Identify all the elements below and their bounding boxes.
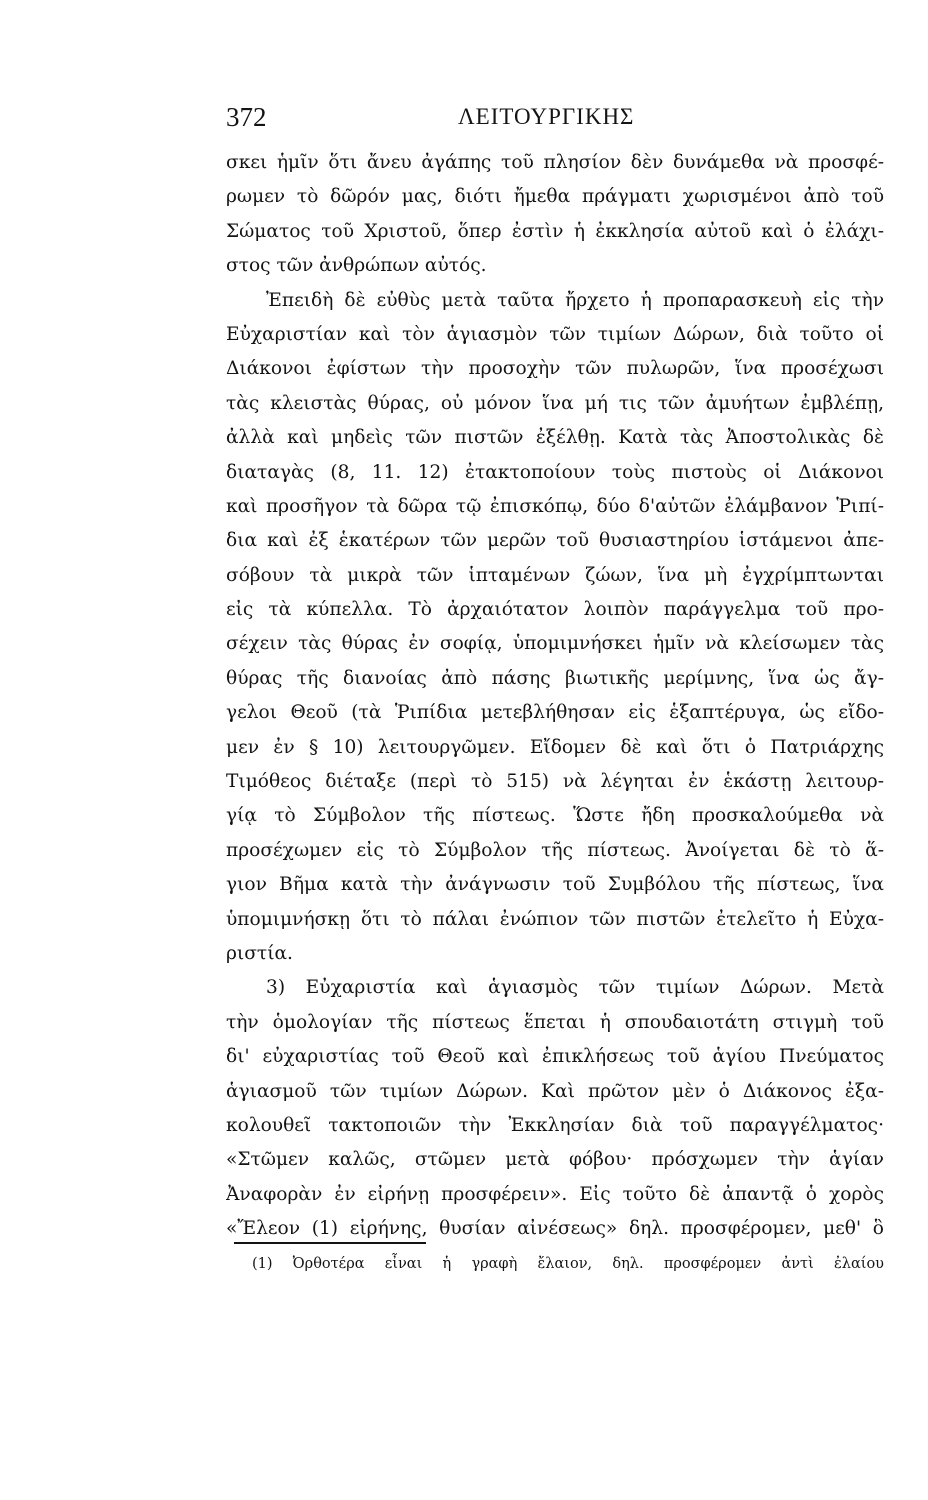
running-title: ΛΕΙΤΟΥΡΓΙΚΗΣ — [458, 104, 635, 129]
text-line: κολουθεῖ τακτοποιῶν τὴν Ἐκκλησίαν διὰ τοῦ παραγγέλματος· — [226, 1114, 884, 1136]
text-line: γιον Βῆμα κατὰ τὴν ἀνάγνωσιν τοῦ Συμβόλου τῆς πίστεως, ἵνα — [226, 874, 884, 896]
text-line: ὑπομιμνήσκῃ ὅτι τὸ πάλαι ἐνώπιον τῶν πιστῶν ἐτελεῖτο ἡ Εὐχα- — [226, 908, 884, 930]
text-line: σκει ἡμῖν ὅτι ἄνευ ἀγάπης τοῦ πλησίον δὲν δυνάμεθα νὰ προσφέ- — [226, 152, 884, 173]
text-line: τὴν ὁμολογίαν τῆς πίστεως ἕπεται ἡ σπουδαιοτάτη στιγμὴ τοῦ — [226, 1011, 884, 1033]
text-line: ρωμεν τὸ δῶρόν μας, διότι ἤμεθα πράγματι χωρισμένοι ἀπὸ τοῦ — [226, 186, 884, 208]
text-line: Εὐχαριστίαν καὶ τὸν ἁγιασμὸν τῶν τιμίων Δώρων, διὰ τοῦτο οἱ — [226, 323, 884, 345]
text-line: «Στῶμεν καλῶς, στῶμεν μετὰ φόβου· πρόσχωμεν τὴν ἁγίαν — [226, 1149, 884, 1171]
text-line: σέχειν τὰς θύρας ἐν σοφίᾳ, ὑπομιμνήσκει ἡμῖν νὰ κλείσωμεν τὰς — [226, 633, 884, 655]
text-line: γελοι Θεοῦ (τὰ Ῥιπίδια μετεβλήθησαν εἰς ἑξαπτέρυγα, ὡς εἴδο- — [226, 702, 884, 724]
text-line: θύρας τῆς διανοίας ἀπὸ πάσης βιωτικῆς μερίμνης, ἵνα ὡς ἄγ- — [226, 667, 884, 689]
footnote-divider — [234, 1242, 426, 1244]
text-line: σόβουν τὰ μικρὰ τῶν ἱπταμένων ζώων, ἵνα μὴ ἐγχρίμπτωνται — [226, 564, 884, 586]
text-line: μεν ἐν § 10) λειτουργῶμεν. Εἴδομεν δὲ καὶ ὅτι ὁ Πατριάρχης — [226, 736, 884, 758]
text-line: δια καὶ ἐξ ἑκατέρων τῶν μερῶν τοῦ θυσιαστηρίου ἱστάμενοι ἀπε- — [226, 530, 884, 552]
text-line: εἰς τὰ κύπελλα. Τὸ ἀρχαιότατον λοιπὸν παράγγελμα τοῦ προ- — [226, 599, 884, 621]
text-line: «Ἔλεον (1) εἰρήνης, θυσίαν αἰνέσεως» δηλ. προσφέρομεν, μεθ' ὃ — [226, 1218, 884, 1240]
text-line: Ἀναφορὰν ἐν εἰρήνῃ προσφέρειν». Εἰς τοῦτο δὲ ἀπαντᾷ ὁ χορὸς — [226, 1183, 884, 1205]
text-line: Διάκονοι ἐφίστων τὴν προσοχὴν τῶν πυλωρῶν, ἵνα προσέχωσι — [226, 358, 884, 380]
text-line: ἁγιασμοῦ τῶν τιμίων Δώρων. Καὶ πρῶτον μὲν ὁ Διάκονος ἐξα- — [226, 1080, 884, 1102]
text-line: Ἐπειδὴ δὲ εὐθὺς μετὰ ταῦτα ἤρχετο ἡ προπαρασκευὴ εἰς τὴν — [266, 289, 884, 311]
text-line: ἀλλὰ καὶ μηδεὶς τῶν πιστῶν ἐξέλθῃ. Κατὰ τὰς Ἀποστολικὰς δὲ — [226, 427, 884, 449]
text-line: δι' εὐχαριστίας τοῦ Θεοῦ καὶ ἐπικλήσεως τοῦ ἁγίου Πνεύματος — [226, 1046, 884, 1068]
text-line: προσέχωμεν εἰς τὸ Σύμβολον τῆς πίστεως. Ἀνοίγεται δὲ τὸ ἅ- — [226, 839, 884, 861]
text-line: διαταγὰς (8, 11. 12) ἐτακτοποίουν τοὺς πιστοὺς οἱ Διάκονοι — [226, 461, 884, 483]
text-line: Τιμόθεος διέταξε (περὶ τὸ 515) νὰ λέγηται ἐν ἑκάστῃ λειτουρ- — [226, 771, 884, 793]
footnote: (1) Ὀρθοτέρα εἶναι ἡ γραφὴ ἔλαιον, δηλ. προσφέρομεν ἀντὶ ἐλαίου — [252, 1256, 884, 1272]
text-line: γίᾳ τὸ Σύμβολον τῆς πίστεως. Ὥστε ἤδη προσκαλούμεθα νὰ — [226, 805, 884, 827]
text-line: τὰς κλειστὰς θύρας, οὐ μόνον ἵνα μή τις τῶν ἀμυήτων ἐμβλέπῃ, — [226, 392, 884, 414]
text-line: ριστία. — [226, 942, 293, 964]
text-line: Σώματος τοῦ Χριστοῦ, ὅπερ ἐστὶν ἡ ἐκκλησία αὐτοῦ καὶ ὁ ἐλάχι- — [226, 220, 884, 242]
section-heading-line: 3) Εὐχαριστία καὶ ἁγιασμὸς τῶν τιμίων Δώρων. Μετὰ — [266, 977, 884, 999]
body-text — [226, 146, 884, 1247]
page-header — [0, 100, 928, 140]
text-line: στος τῶν ἀνθρώπων αὐτός. — [226, 255, 487, 277]
text-line: καὶ προσῆγον τὰ δῶρα τῷ ἐπισκόπῳ, δύο δ'αὐτῶν ἐλάμβανον Ῥιπί- — [226, 495, 884, 517]
page-number: 372 — [226, 102, 267, 132]
